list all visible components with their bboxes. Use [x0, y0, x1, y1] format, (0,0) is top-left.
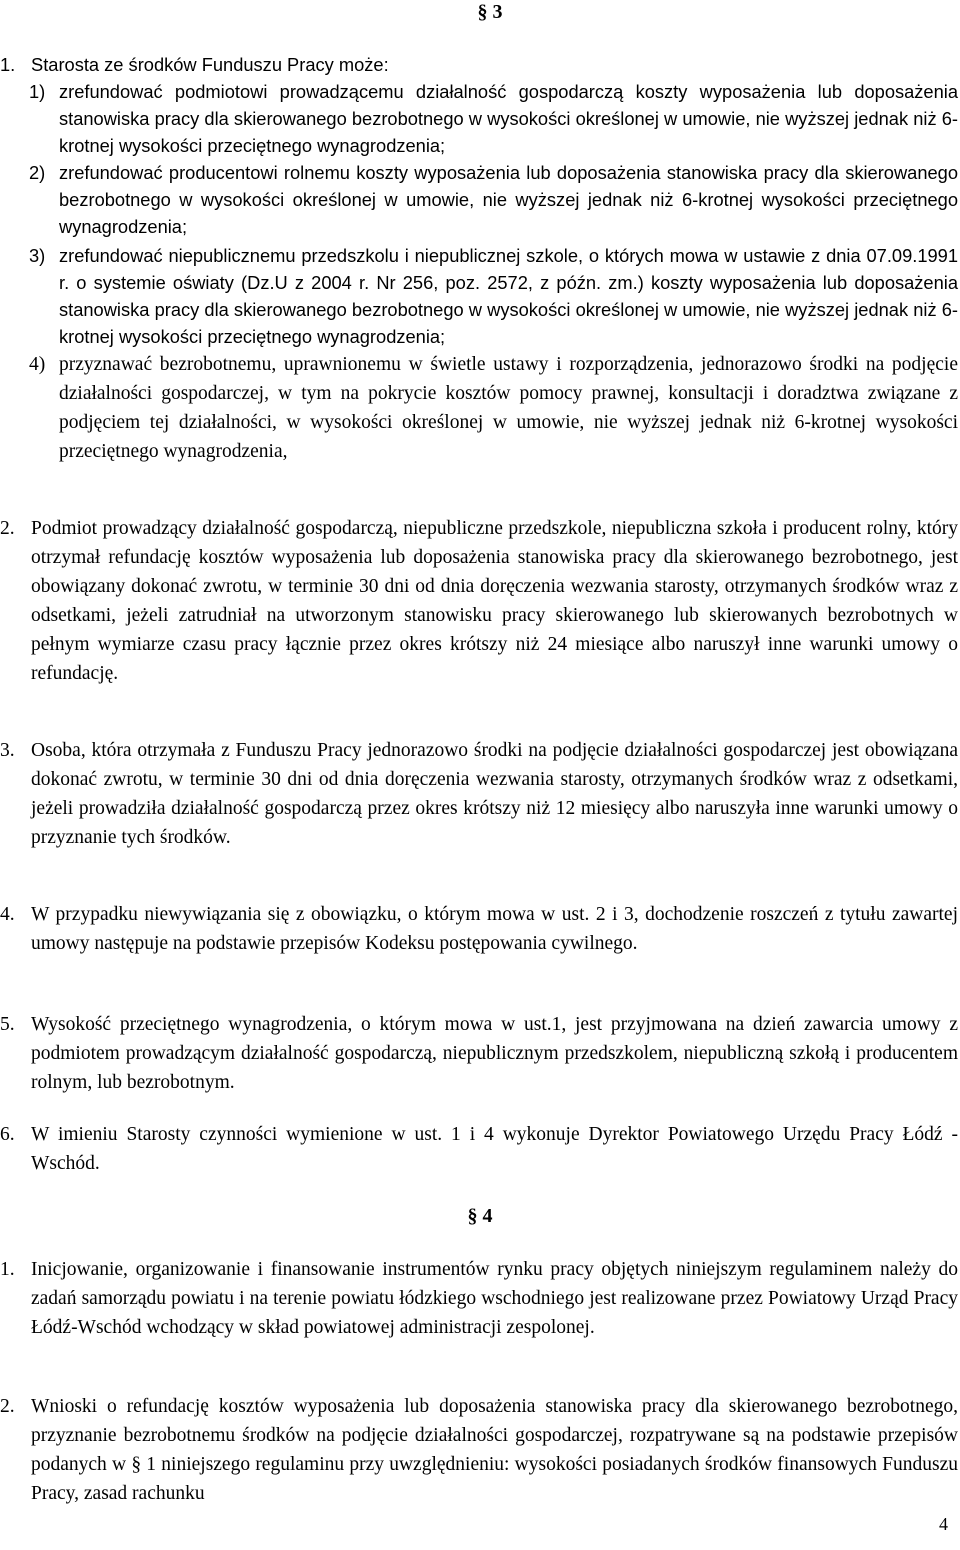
page-number: 4 — [939, 1514, 948, 1534]
paragraph-number: 5. — [0, 1014, 15, 1035]
list-item-text: przyznawać bezrobotnemu, uprawnionemu w świetle ustawy i rozporządzenia, jednorazowo środki na podjęcie działalności gospodarczej, w tym na pokrycie kosztów pomocy prawnej, konsultacji i doradztwa związane z podjęciem tej działalności, w wysokości określonej w umowie, nie wyższej jednak niż 6-krotnej wysokości przeciętnego wynagrodzenia, — [59, 354, 958, 462]
section-3-paragraph-1-serif-items — [0, 242, 958, 466]
list-item-text: zrefundować niepublicznemu przedszkolu i niepublicznej szkole, o których mowa w ustawie z dnia 07.09.1991 r. o systemie oświaty (Dz.U z 2004 r. Nr 256, poz. 2572, z późn. zm.) koszty wyposażenia lub doposażenia stanowiska pracy dla skierowanego bezrobotnego w wysokości określonej w umowie, nie wyższej jednak niż 6-krotnej wysokości przeciętnego wynagrodzenia; — [59, 245, 958, 347]
section-3-paragraph-5 — [0, 1010, 958, 1097]
paragraph-number: 3. — [0, 740, 15, 761]
list-item-number: 3) — [29, 245, 46, 266]
list-item — [0, 159, 958, 240]
paragraph-number: 2. — [0, 518, 15, 539]
section-4-paragraph-1 — [0, 1255, 958, 1342]
paragraph-text: Wysokość przeciętnego wynagrodzenia, o którym mowa w ust.1, jest przyjmowana na dzień zawarcia umowy z podmiotem prowadzącym działalność gospodarczą, niepublicznym przedszkolem, niepubliczną szkołą i producentem rolnym, lub bezrobotnym. — [31, 1014, 958, 1093]
paragraph-text: Wnioski o refundację kosztów wyposażenia lub doposażenia stanowiska pracy dla skierowanego bezrobotnego, przyznanie bezrobotnemu środków na podjęcie działalności gospodarczej, rozpatrywane są na podstawie przepisów podanych w § 1 niniejszego regulaminu przy uwzględnieniu: wysokości posiadanych środków finansowych Funduszu Pracy, zasad rachunku — [31, 1396, 958, 1504]
section-4-heading — [430, 1202, 530, 1231]
paragraph-text: Podmiot prowadzący działalność gospodarczą, niepubliczne przedszkole, niepubliczna szkoła i producent rolny, który otrzymał refundację kosztów wyposażenia lub doposażenia stanowiska pracy dla skierowanego bezrobotnego, jest obowiązany dokonać zwrotu, w terminie 30 dni od dnia doręczenia wezwania starosty, otrzymanych środków wraz z odsetkami, jeżeli zatrudniał na utworzonym stanowisku pracy skierowanego lub skierowanych bezrobotnych w pełnym wymiarze czasu pracy łącznie przez okres krótszy niż 24 miesiące albo naruszył inne warunki umowy o refundację. — [31, 518, 958, 684]
paragraph-number: 6. — [0, 1124, 15, 1145]
paragraph-number: 1. — [0, 54, 16, 75]
section-4-paragraph-2 — [0, 1392, 958, 1508]
list-item-number: 1) — [29, 81, 46, 102]
list-item-text: zrefundować podmiotowi prowadzącemu działalność gospodarczą koszty wyposażenia lub doposażenia stanowiska pracy dla skierowanego bezrobotnego w wysokości określonej w umowie, nie wyższej jednak niż 6-krotnej wysokości przeciętnego wynagrodzenia; — [59, 81, 958, 156]
paragraph-text: Inicjowanie, organizowanie i finansowanie instrumentów rynku pracy objętych niniejszym regulaminem należy do zadań samorządu powiatu i na terenie powiatu łódzkiego wschodniego jest realizowane przez Powiatowy Urząd Pracy Łódź-Wschód wchodzący w skład powiatowej administracji zespolonej. — [31, 1259, 958, 1338]
paragraph-number: 4. — [0, 904, 15, 925]
section-3-paragraph-1-lead — [0, 51, 958, 78]
list-item-number: 4) — [29, 354, 46, 375]
section-3-paragraph-4 — [0, 900, 958, 958]
section-3-paragraph-6 — [0, 1120, 958, 1178]
section-3-paragraph-1 — [0, 51, 958, 240]
list-item — [0, 78, 958, 159]
section-3-paragraph-3 — [0, 736, 958, 852]
paragraph-number: 1. — [0, 1259, 15, 1280]
list-item-text: zrefundować producentowi rolnemu koszty wyposażenia lub doposażenia stanowiska pracy dla skierowanego bezrobotnego w wysokości określonej w umowie, nie wyższej jednak niż 6-krotnej wysokości przeciętnego wynagrodzenia; — [59, 162, 958, 237]
paragraph-number: 2. — [0, 1396, 15, 1417]
paragraph-text: Osoba, która otrzymała z Funduszu Pracy jednorazowo środki na podjęcie działalności gospodarczej jest obowiązana dokonać zwrotu, w terminie 30 dni od dnia doręczenia wezwania starosty, otrzymanych środków wraz z odsetkami, jeżeli prowadziła działalność gospodarczą przez okres krótszy niż 12 miesięcy albo naruszyła inne warunki umowy o przyznanie tych środków. — [31, 740, 958, 848]
list-item — [0, 242, 958, 350]
paragraph-text: W przypadku niewywiązania się z obowiązku, o którym mowa w ust. 2 i 3, dochodzenie roszczeń z tytułu zawartej umowy następuje na podstawie przepisów Kodeksu postępowania cywilnego. — [31, 904, 958, 954]
list-item — [0, 350, 958, 466]
paragraph-text: Starosta ze środków Funduszu Pracy może: — [31, 54, 389, 75]
paragraph-text: W imieniu Starosty czynności wymienione w ust. 1 i 4 wykonuje Dyrektor Powiatowego Urzędu Pracy Łódź - Wschód. — [31, 1124, 958, 1174]
section-3-heading-text: § 3 — [477, 1, 503, 23]
section-4-heading-text: § 4 — [467, 1205, 493, 1227]
section-3-heading — [440, 0, 540, 27]
list-item-number: 2) — [29, 162, 46, 183]
section-3-paragraph-2 — [0, 514, 958, 688]
